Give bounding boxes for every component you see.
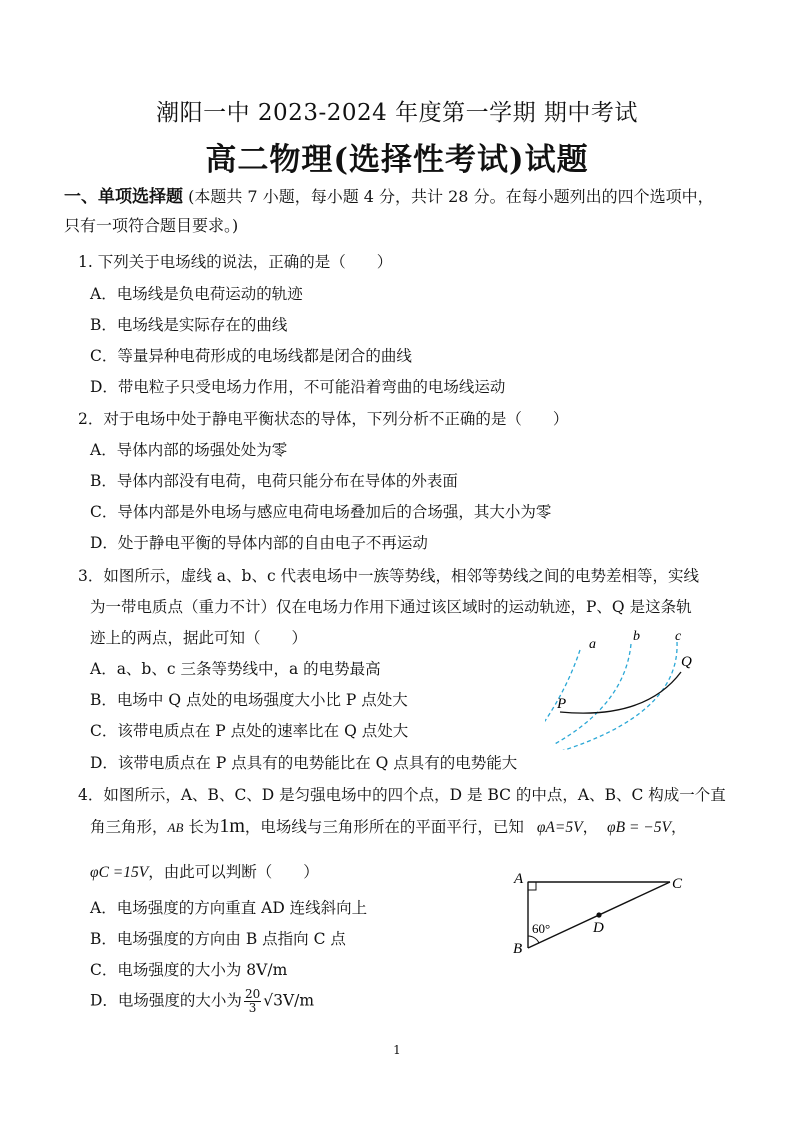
- section-instruction: (本题共 7 小题，每小题 4 分，共计 28 分。在每小题列出的四个选项中，: [188, 187, 714, 206]
- page-number: 1: [393, 1043, 401, 1057]
- q3-stem-line2: 为一带电质点（重力不计）仅在电场力作用下通过该区域时的运动轨迹，P、Q 是这条轨: [90, 598, 692, 616]
- q2-option-c: C．导体内部是外电场与感应电荷电场叠加后的合场强，其大小为零: [90, 503, 552, 521]
- q4-option-b: B．电场强度的方向由 B 点指向 C 点: [90, 930, 346, 948]
- q4-option-d-tail: √3V/m: [263, 991, 315, 1010]
- section-heading-line: [64, 182, 714, 207]
- equipotential-line-b: [553, 644, 631, 745]
- q4-length-value: 1m: [219, 815, 245, 837]
- q2-option-a: A．导体内部的场强处处为零: [90, 441, 288, 459]
- label-vertex-b: B: [513, 941, 523, 957]
- q3-stem-line1: 3．如图所示，虚线 a、b、c 代表电场中一族等势线，相邻等势线之间的电势差相等，实线: [78, 567, 700, 585]
- q3-option-c: C．该带电质点在 P 点处的速率比在 Q 点处大: [90, 722, 409, 740]
- q3-stem-line3: 迹上的两点，据此可知（ ）: [90, 629, 308, 647]
- q4-stem-line2: [90, 815, 687, 838]
- q2-option-d: D．处于静电平衡的导体内部的自由电子不再运动: [90, 534, 428, 552]
- label-vertex-c: C: [672, 876, 683, 892]
- exam-header: 潮阳一中 2023-2024 年度第一学期 期中考试: [156, 100, 638, 126]
- label-point-d: D: [593, 920, 604, 936]
- equipotential-line-c: [555, 642, 677, 750]
- label-a: a: [589, 637, 596, 652]
- section-instruction-cont: 只有一项符合题目要求。): [64, 216, 239, 235]
- q4-line2-text-b: 长为: [183, 818, 220, 836]
- q2-stem: 2．对于电场中处于静电平衡状态的导体，下列分析不正确的是（ ）: [78, 410, 569, 428]
- q4-comma: ，: [582, 818, 599, 836]
- q4-option-c: C．电场强度的大小为 8V/m: [90, 961, 288, 979]
- q4-option-a: A．电场强度的方向重直 AD 连线斜向上: [90, 899, 368, 917]
- q4-phi-a: φA=5V: [536, 819, 583, 836]
- q4-option-d: [90, 988, 314, 1015]
- right-angle-mark: [528, 882, 536, 890]
- q4-option-d-fraction: [244, 988, 261, 1015]
- label-vertex-a: A: [514, 871, 524, 887]
- q1-option-d: D．带电粒子只受电场力作用，不可能沿着弯曲的电场线运动: [90, 378, 506, 396]
- angle-arc: [528, 936, 539, 943]
- q4-comma-2: ，: [670, 818, 687, 836]
- q4-triangle-figure: [510, 866, 690, 958]
- q1-option-b: B．电场线是实际存在的曲线: [90, 316, 288, 334]
- q2-option-b: B．导体内部没有电荷，电荷只能分布在导体的外表面: [90, 472, 458, 490]
- exam-title: 高二物理(选择性考试)试题: [205, 142, 589, 178]
- q4-option-d-prefix: D．电场强度的大小为: [90, 991, 242, 1010]
- section-heading: 一、单项选择题: [64, 187, 183, 207]
- label-b: b: [633, 629, 640, 644]
- q4-ab-symbol: AB: [167, 820, 184, 835]
- point-d: [596, 912, 601, 917]
- q4-stem-line1: 4．如图所示，A、B、C、D 是匀强电场中的四个点，D 是 BC 的中点，A、B、C 构成一个直: [78, 786, 726, 804]
- q4-phi-c: φC =15V: [90, 864, 149, 881]
- q3-option-d: D．该带电质点在 P 点具有的电势能比在 Q 点具有的电势能大: [90, 754, 518, 772]
- q4-line2-text-c: ，电场线与三角形所在的平面平行，已知: [244, 818, 524, 836]
- fraction-numerator: 20: [244, 987, 261, 1001]
- fraction-denominator: 3: [248, 1001, 257, 1015]
- q1-option-c: C．等量异种电荷形成的电场线都是闭合的曲线: [90, 347, 412, 365]
- label-q: Q: [681, 654, 692, 670]
- equipotential-line-a: [545, 650, 580, 735]
- q4-stem-line3: [90, 860, 319, 882]
- label-angle-60: 60°: [532, 921, 551, 936]
- q4-line3-tail: ，由此可以判断（ ）: [148, 863, 319, 881]
- trajectory-line: [560, 672, 681, 713]
- q1-stem: 1. 下列关于电场线的说法，正确的是（ ）: [78, 253, 393, 271]
- q4-phi-b: φB = −5V: [607, 819, 671, 836]
- q3-option-b: B．电场中 Q 点处的电场强度大小比 P 点处大: [90, 691, 408, 709]
- label-c: c: [675, 629, 682, 644]
- q3-option-a: A．a、b、c 三条等势线中，a 的电势最高: [90, 660, 381, 678]
- q3-equipotential-figure: [545, 620, 725, 750]
- q1-option-a: A．电场线是负电荷运动的轨迹: [90, 285, 303, 303]
- q4-line2-text: 角三角形，: [90, 818, 168, 836]
- label-p: P: [557, 696, 567, 712]
